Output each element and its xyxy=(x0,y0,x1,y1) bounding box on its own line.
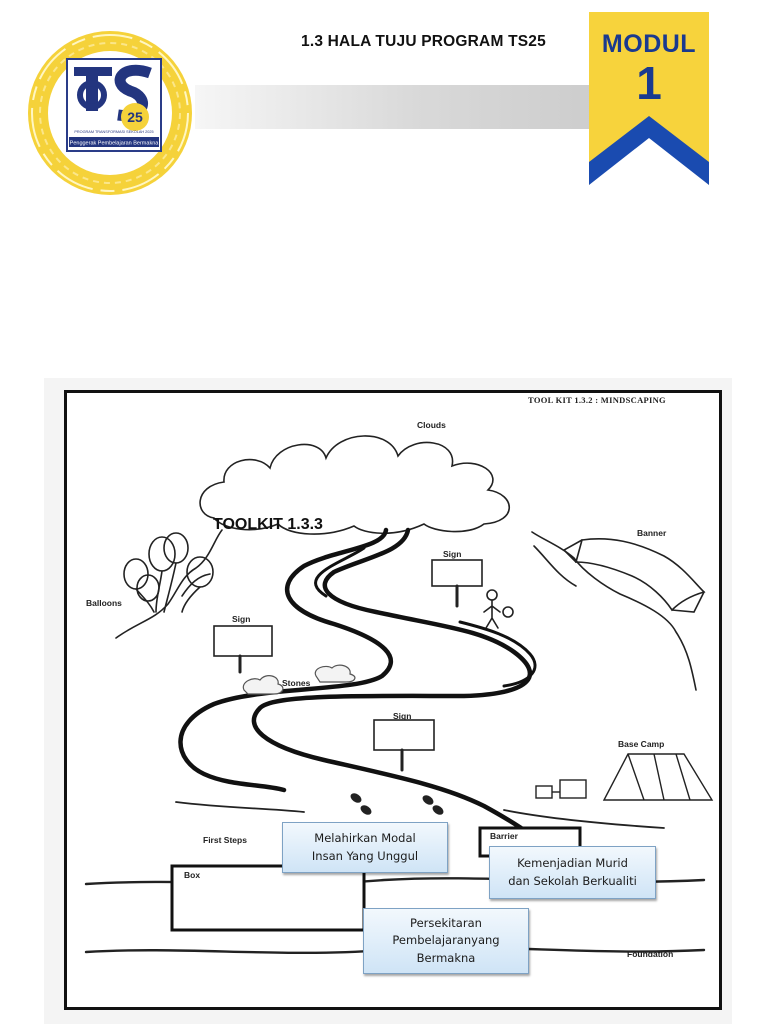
module-label: MODUL xyxy=(601,30,697,58)
label-balloons: Balloons xyxy=(86,598,122,608)
sign-top xyxy=(432,560,482,606)
base-camp-tent xyxy=(536,754,712,800)
label-first-steps: First Steps xyxy=(203,835,247,845)
note-line: Kemenjadian Murid xyxy=(517,856,628,871)
label-box: Box xyxy=(184,870,201,880)
sign-middle xyxy=(374,720,434,770)
balloons xyxy=(124,533,213,612)
module-ribbon xyxy=(589,12,709,185)
note-modal-insan xyxy=(282,822,448,873)
logo-number: 25 xyxy=(127,109,143,125)
label-base-camp: Base Camp xyxy=(618,739,665,749)
footprints xyxy=(349,791,445,816)
note-line: Pembelajaranyang xyxy=(392,933,500,948)
left-hill xyxy=(116,530,222,638)
hill-line-left xyxy=(176,802,304,812)
note-line: dan Sekolah Berkualiti xyxy=(508,873,637,888)
toolkit-title: TOOLKIT 1.3.3 xyxy=(213,516,323,533)
label-stones: Stones xyxy=(282,678,311,688)
logo-tagline: Penggerak Pembelajaran Bermakna xyxy=(69,140,159,147)
label-sign-top: Sign xyxy=(443,549,462,559)
label-banner: Banner xyxy=(637,528,667,538)
sign-left xyxy=(214,626,272,672)
label-foundation: Foundation xyxy=(627,949,674,959)
page-title: 1.3 HALA TUJU PROGRAM TS25 xyxy=(301,33,546,50)
note-persekitaran xyxy=(363,908,529,974)
note-line: Insan Yang Unggul xyxy=(311,848,419,863)
note-line: Melahirkan Modal xyxy=(314,831,416,846)
label-sign-middle: Sign xyxy=(393,711,412,721)
module-number: 1 xyxy=(636,57,662,109)
right-hill xyxy=(532,532,696,690)
note-line: Bermakna xyxy=(416,950,476,965)
ts25-logo xyxy=(22,27,204,201)
toolkit-header: TOOL KIT 1.3.2 : MINDSCAPING xyxy=(528,395,666,405)
label-barrier: Barrier xyxy=(490,831,518,841)
box-shape xyxy=(172,866,364,930)
label-sign-left: Sign xyxy=(232,614,251,624)
header-band xyxy=(195,85,595,129)
hill-line-right xyxy=(504,810,664,828)
label-clouds: Clouds xyxy=(417,420,446,430)
note-line: Persekitaran xyxy=(410,916,482,931)
note-kemenjadian-murid xyxy=(489,846,656,899)
stick-figures xyxy=(484,590,513,628)
logo-program-line: PROGRAM TRANSFORMASI SEKOLAH 2025 xyxy=(74,130,154,134)
